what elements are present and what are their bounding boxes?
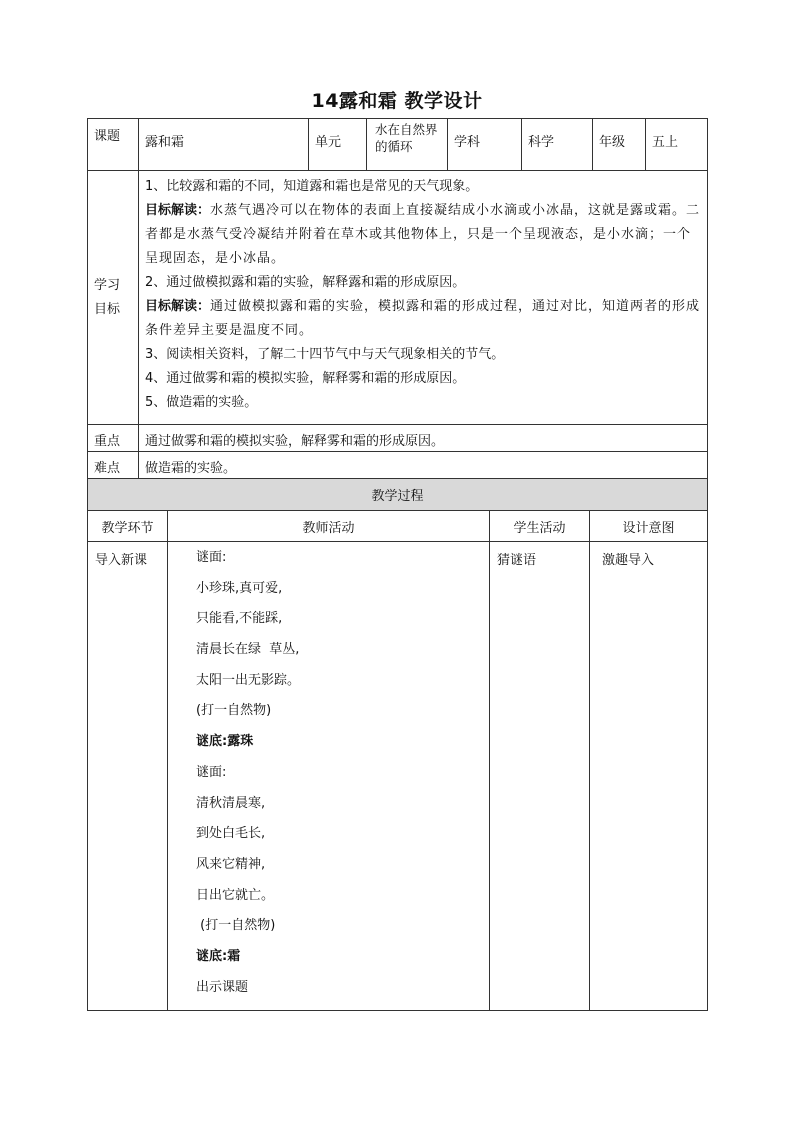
- objective-1: 1、比较露和霜的不同，知道露和霜也是常见的天气现象。: [145, 179, 479, 194]
- teacher-activity-cell: [168, 542, 490, 1011]
- riddle-line: 风来它精神,: [196, 856, 266, 872]
- topic-label: 课题: [88, 119, 139, 171]
- riddle-line: 清晨长在绿 草丛,: [196, 642, 300, 658]
- objectives-content: [139, 171, 708, 425]
- objective-2: 2、通过做模拟露和霜的实验，解释露和霜的形成原因。: [145, 275, 466, 290]
- process-header-row: [88, 479, 708, 511]
- column-header-row: [88, 511, 708, 542]
- riddle-line: 谜面:: [196, 764, 227, 780]
- student-activity-cell: 猜谜语: [490, 542, 590, 1011]
- note-bold-label: 目标解读：: [145, 203, 211, 218]
- subject-label: 学科: [448, 119, 522, 171]
- grade-value: 五上: [646, 119, 708, 171]
- difficulty-text: 做造霜的实验。: [139, 452, 708, 479]
- riddle-line: 只能看,不能踩,: [196, 611, 283, 627]
- difficulty-label: 难点: [88, 452, 139, 479]
- riddle-line: (打一自然物): [196, 918, 276, 934]
- riddle-answer: 谜底:露珠: [196, 734, 254, 750]
- note-text: 通过做模拟露和霜的实验，模拟露和霜的形成过程，通过对比，知道两者的形成条件差异主要是温度不同。: [145, 299, 701, 338]
- col-student-header: 学生活动: [490, 511, 590, 542]
- key-point-label: 重点: [88, 425, 139, 452]
- riddle-answer: 谜底:霜: [196, 948, 241, 964]
- riddle-line: 小珍珠,真可爱,: [196, 580, 283, 596]
- objective-1-note: [145, 199, 701, 271]
- objective-3: 3、阅读相关资料，了解二十四节气中与天气现象相关的节气。: [145, 347, 505, 362]
- key-point-row: [88, 425, 708, 452]
- objective-4: 4、通过做雾和霜的模拟实验，解释雾和霜的形成原因。: [145, 371, 466, 386]
- objective-5: 5、做造霜的实验。: [145, 395, 258, 410]
- key-point-text: 通过做雾和霜的模拟实验，解释雾和霜的形成原因。: [139, 425, 708, 452]
- process-header: 教学过程: [88, 479, 708, 511]
- unit-value: 水在自然界的循环: [367, 119, 448, 171]
- riddle-line: 太阳一出无影踪。: [196, 672, 301, 688]
- riddle-line: 到处白毛长,: [196, 826, 266, 842]
- process-row: [88, 542, 708, 1011]
- page-title: 14露和霜 教学设计: [311, 90, 483, 112]
- info-table: [87, 118, 708, 479]
- grade-label: 年级: [593, 119, 646, 171]
- objectives-label-text: 学习目标: [94, 277, 121, 317]
- design-intent-cell: 激趣导入: [590, 542, 708, 1011]
- col-teacher-header: 教师活动: [168, 511, 490, 542]
- riddle-line: 日出它就亡。: [196, 887, 275, 903]
- objective-2-note: [145, 295, 701, 343]
- riddle-line: 出示课题: [196, 979, 249, 995]
- riddle-line: 谜面:: [196, 550, 227, 565]
- topic-value: 露和霜: [139, 119, 309, 171]
- process-table: [87, 478, 708, 1011]
- objectives-label: [88, 171, 139, 425]
- difficulty-row: [88, 452, 708, 479]
- col-stage-header: 教学环节: [88, 511, 168, 542]
- info-row: [88, 119, 708, 171]
- unit-label: 单元: [309, 119, 367, 171]
- riddle-line: 清秋清晨寒,: [196, 795, 266, 811]
- objectives-row: [88, 171, 708, 425]
- note-bold-label: 目标解读：: [145, 299, 211, 314]
- note-text: 水蒸气遇冷可以在物体的表面上直接凝结成小水滴或小冰晶，这就是露或霜。二者都是水蒸气受冷凝结并附着在草木或其他物体上，只是一个呈现液态，是小水滴；一个呈现固态，是小冰晶。: [145, 203, 701, 266]
- stage-cell: 导入新课: [88, 542, 168, 1011]
- riddle-line: (打一自然物): [196, 703, 272, 719]
- col-intent-header: 设计意图: [590, 511, 708, 542]
- subject-value: 科学: [522, 119, 593, 171]
